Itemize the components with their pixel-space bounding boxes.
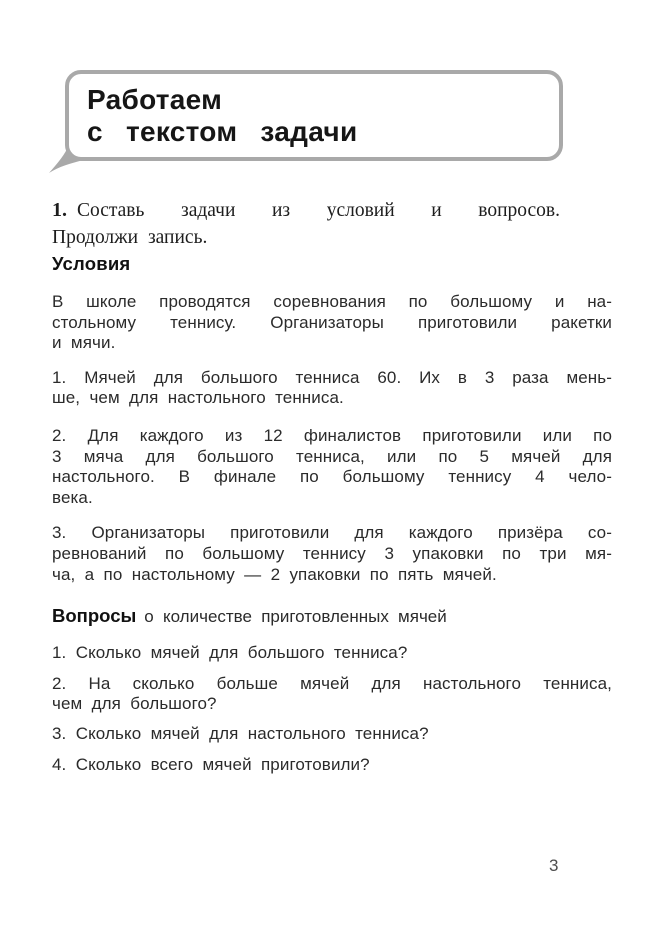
text-line: чем для большого? (52, 694, 217, 714)
text-line: ше, чем для настольного тенниса. (52, 388, 344, 408)
questions-heading-subtitle: о количестве приготовленных мячей (144, 607, 447, 627)
questions-heading (52, 606, 612, 627)
task-line: Продолжи запись. (52, 227, 208, 248)
page-number: 3 (549, 856, 559, 875)
text-line: и мячи. (52, 333, 116, 353)
task-line (52, 197, 560, 224)
text-line: ча, а по настольному — 2 упаковки по пять мячей. (52, 564, 497, 584)
task-number: 1. (52, 199, 67, 221)
text-line: стольному теннису. Организаторы приготовили ракетки (52, 312, 612, 332)
text-line: 3. Сколько мячей для настольного тенниса? (52, 723, 429, 743)
speech-bubble (65, 70, 563, 161)
banner-line: Работаем (87, 84, 223, 115)
banner-line: с текстом задачи (87, 116, 358, 147)
chapter-banner (65, 70, 563, 161)
text-line: настольного. В финале по большому теннису 4 чело- (52, 467, 612, 487)
text-line: 4. Сколько всего мячей приготовили? (52, 754, 370, 774)
text-line: 3 мяча для большого тенниса, или по 5 мячей для (52, 446, 612, 466)
question-item-2 (52, 674, 612, 715)
question-item-3 (52, 724, 612, 745)
text-line: 1. Сколько мячей для большого тенниса? (52, 643, 408, 663)
text-line: 2. На сколько больше мячей для настольного тенниса, (52, 673, 612, 693)
condition-item-2 (52, 426, 612, 508)
text-line: века. (52, 487, 93, 507)
task-text: Составь задачи из условий и вопросов. (77, 200, 560, 221)
text-line: 1. Мячей для большого тенниса 60. Их в 3 раза мень- (52, 367, 612, 387)
speech-bubble-tail-icon (44, 146, 90, 180)
condition-item-1 (52, 368, 612, 409)
questions-heading-label: Вопросы (52, 605, 137, 627)
page-content (52, 197, 612, 775)
text-line: В школе проводятся соревнования по большому и на- (52, 292, 612, 311)
question-item-1 (52, 643, 612, 664)
text-line: ревнований по большому теннису 3 упаковки по три мя- (52, 543, 612, 563)
conditions-heading: Условия (52, 253, 131, 274)
question-item-4 (52, 755, 612, 776)
task-instruction (52, 197, 560, 251)
condition-item-3 (52, 523, 612, 585)
text-line: 2. Для каждого из 12 финалистов приготовили или по (52, 425, 612, 445)
conditions-intro (52, 292, 612, 354)
text-line: 3. Организаторы приготовили для каждого призёра со- (52, 523, 612, 543)
